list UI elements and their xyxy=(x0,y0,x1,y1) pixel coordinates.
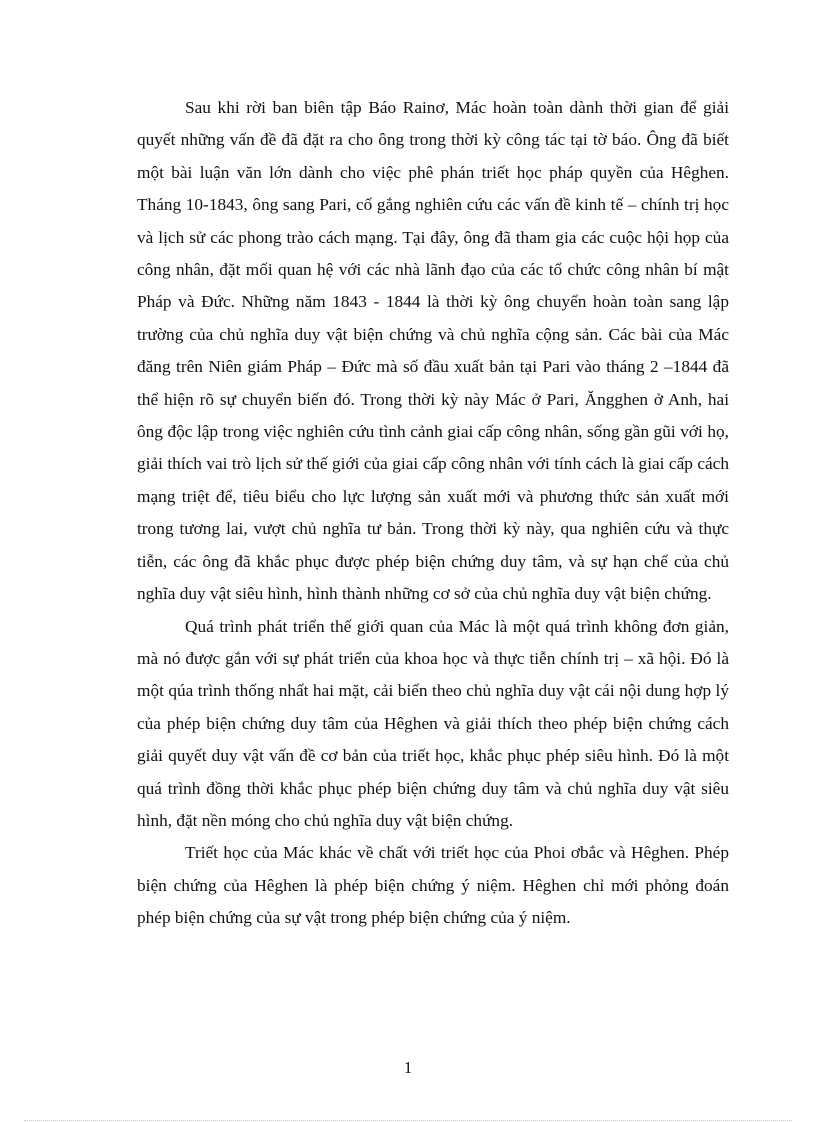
page-bottom-divider xyxy=(24,1120,792,1121)
page-number: 1 xyxy=(403,1058,413,1077)
paragraph-3: Triết học của Mác khác về chất với triết học của Phoi ơbắc và Hêghen. Phép biện chứng của Hêghen là phép biện chứng ý niệm. Hêghen chỉ mới phỏng đoán phép biện chứng của sự vật trong phép biện chứng của ý niệm. xyxy=(137,843,729,928)
paragraph-2: Quá trình phát triển thế giới quan của Mác là một quá trình không đơn giản, mà nó được gắn với sự phát triển của khoa học và thực tiễn chính trị – xã hội. Đó là một qúa trình thống nhất hai mặt, cải biến theo chủ nghĩa duy vật cái nội dung hợp lý của phép biện chứng duy tâm của Hêghen và giải thích theo phép biện chứng cách giải quyết duy vật vấn đề cơ bản của triết học, khắc phục phép siêu hình. Đó là một quá trình đồng thời khắc phục phép biện chứng duy tâm và chủ nghĩa duy vật siêu hình, đặt nền móng cho chủ nghĩa duy vật biện chứng. xyxy=(137,616,729,830)
document-body xyxy=(137,92,729,935)
paragraph-1: Sau khi rời ban biên tập Báo Rainơ, Mác hoàn toàn dành thời gian để giải quyết những vấn đề đã đặt ra cho ông trong thời kỳ công tác tại tờ báo. Ông đã biết một bài luận văn lớn dành cho việc phê phán triết học pháp quyền của Hêghen. Tháng 10-1843, ông sang Pari, cố gắng nghiên cứu các vấn đề kinh tế – chính trị học và lịch sử các phong trào cách mạng. Tại đây, ông đã tham gia các cuộc hội họp của công nhân, đặt mối quan hệ với các nhà lãnh đạo của các tổ chức công nhân bí mật Pháp và Đức. Những năm 1843 - 1844 là thời kỳ ông chuyển hoàn toàn sang lập trường của chủ nghĩa duy vật biện chứng và chủ nghĩa cộng sản. Các bài của Mác đăng trên Niên giám Pháp – Đức mà số đầu xuất bản tại Pari vào tháng 2 –1844 đã thể hiện rõ sự chuyển biến đó. Trong thời kỳ này Mác ở Pari, Ăngghen ở Anh, hai ông độc lập trong việc nghiên cứu tình cảnh giai cấp công nhân, sống gần gũi với họ, giải thích vai trò lịch sử thế giới của giai cấp công nhân với tính cách là giai cấp cách mạng triệt để, tiêu biểu cho lực lượng sản xuất mới và phương thức sản xuất mới trong tương lai, vượt chủ nghĩa tư bản. Trong thời kỳ này, qua nghiên cứu và thực tiễn, các ông đã khắc phục được phép biện chứng duy tâm, và sự hạn chế của chủ nghĩa duy vật siêu hình, hình thành những cơ sở của chủ nghĩa duy vật biện chứng. xyxy=(137,98,729,604)
